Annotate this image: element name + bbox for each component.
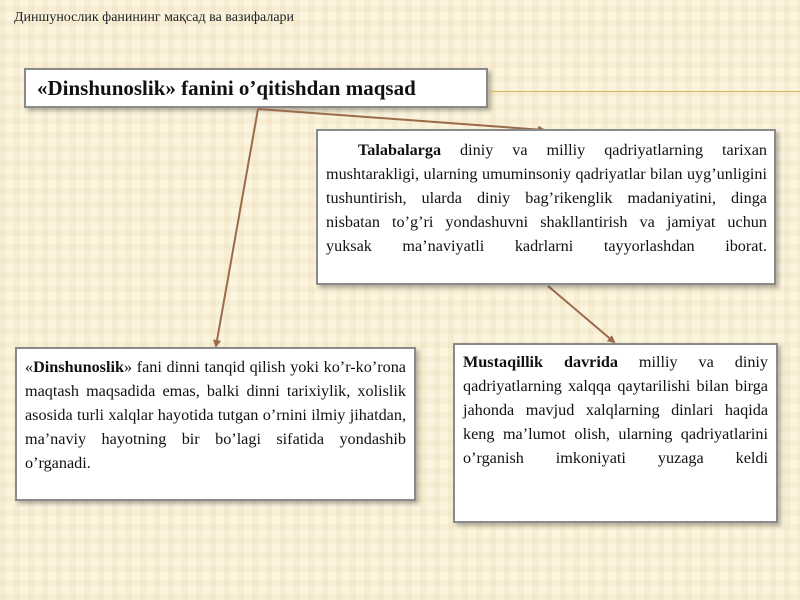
independence-period-bold: Mustaqillik davrida (463, 353, 618, 371)
students-goal-text (326, 138, 767, 258)
independence-period-text (463, 350, 768, 470)
dinshunoslik-approach-bold: Dinshunoslik (33, 358, 124, 376)
dinshunoslik-approach-text (25, 355, 406, 475)
arrow-goal-to-box1 (258, 109, 544, 130)
dinshunoslik-quote-open: « (25, 358, 34, 376)
arrow-goal-to-box2 (216, 109, 258, 346)
dinshunoslik-approach-body: » fani dinni tanqid qilish yoki ko’r-ko’rona maqtash maqsadida emas, balki dinni tarixiylik, xolislik asosida turli xalqlar hayotida tutgan o’rnini ilmiy jihatdan, ma’naviy hayotning bir bo’lagi sifatida yondashib o’rganadi. (25, 358, 406, 472)
students-goal-body: diniy va milliy qadriyatlarning tarixan mushtarakligi, ularning umuminsoniy qadriyatlar bilan uyg’unligini tushuntirish, ularda diniy bag’rikenglik madaniyatini, dinga nisbatan to’g’ri yondashuvni shakllantirish va jamiyat uchun yuksak ma’naviyatli kadrlarni tayyorlashdan iborat. (326, 141, 767, 255)
arrow-box1-to-box3 (548, 286, 614, 342)
slide-header: Диншунослик фанининг мақсад ва вазифалари (14, 10, 295, 25)
students-goal-bold: Talabalarga (358, 141, 442, 159)
independence-period-body: milliy va diniy qadriyatlarning xalqqa qaytarilishi bilan birga jahonda mavjud xalqlarning dinlari haqida keng ma’lumot olish, ularning qadriyatlarini o’rganish imkoniyati yuzaga keldi (463, 353, 768, 467)
goal-title: «Dinshunoslik» fanini o’qitishdan maqsad (37, 76, 416, 100)
students-goal-box (316, 129, 776, 285)
independence-period-box (453, 343, 778, 523)
dinshunoslik-approach-box (15, 347, 416, 501)
